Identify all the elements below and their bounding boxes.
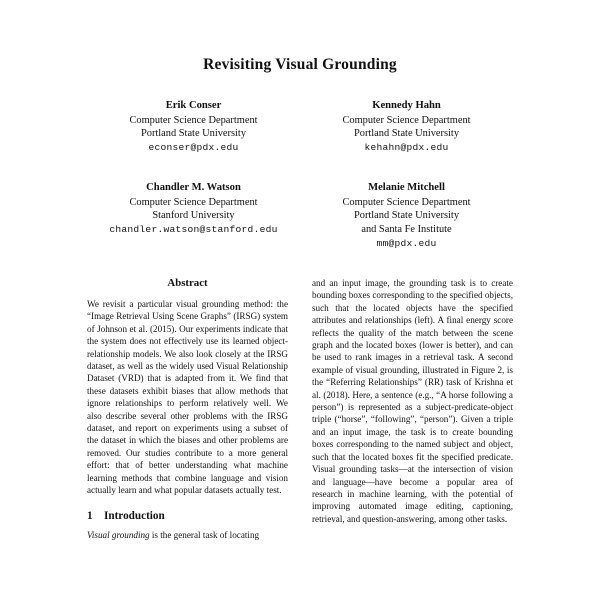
right-column-continuation-text: and an input image, the grounding task is to create bounding boxes corresponding to the specified objects, such that the located objects have the specified attributes and relationships (left). A final energy score reflects the quality of the match between the scene graph and the located boxes (lower is better), and can be used to rank images in a retrieval task. A second example of visual grounding, illustrated in Figure 2, is the “Referring Relationships” (RR) task of Krishna et al. (2018). Here, a sentence (e.g., “A horse following a person”) is represented as a subject-predicate-object triple (“horse”, “following”, “person”). Given a triple and an input image, the task is to create bounding boxes corresponding to the named subject and object, such that the located boxes fit the specified predicate. Visual grounding tasks—at the intersection of vision and language—have become a popular area of research in machine learning, with the potential of improving automated image editing, captioning, retrieval, and question-answering, among other tasks.: [312, 278, 513, 524]
introduction-lead-italic: Visual grounding: [87, 529, 150, 540]
author-email[interactable]: chandler.watson@stanford.edu: [109, 224, 278, 236]
author-name: Erik Conser: [165, 99, 222, 111]
author-name: Kennedy Hahn: [372, 99, 441, 111]
author-email[interactable]: mm@pdx.edu: [376, 237, 437, 249]
introduction-lead-paragraph: [87, 529, 288, 541]
section-heading-introduction: [87, 510, 288, 522]
author-affiliation: Portland State University: [140, 128, 247, 140]
author-row: [87, 181, 513, 251]
author-kennedy-hahn: [300, 99, 513, 155]
right-column: [312, 277, 513, 541]
author-block: [87, 99, 513, 251]
section-title: Introduction: [104, 509, 165, 522]
left-column: [87, 277, 288, 541]
author-affiliation: Stanford University: [152, 210, 235, 222]
author-affiliation: Portland State University: [353, 128, 460, 140]
body-columns: [87, 277, 513, 541]
author-email[interactable]: econser@pdx.edu: [148, 142, 239, 154]
author-chandler-m-watson: [87, 181, 300, 237]
author-affiliation: Computer Science Department: [342, 114, 471, 126]
author-erik-conser: [87, 99, 300, 155]
author-affiliation: Portland State University: [353, 210, 460, 222]
author-email[interactable]: kehahn@pdx.edu: [364, 142, 449, 154]
author-name: Chandler M. Watson: [146, 181, 241, 193]
section-number: 1: [87, 509, 93, 522]
abstract-heading: Abstract: [167, 277, 208, 289]
introduction-lead-rest: is the general task of locating: [149, 529, 260, 540]
author-row: [87, 99, 513, 155]
author-melanie-mitchell: [300, 181, 513, 251]
author-name: Melanie Mitchell: [368, 181, 445, 193]
page-title: Revisiting Visual Grounding: [203, 56, 397, 73]
abstract-text: We revisit a particular visual grounding method: the “Image Retrieval Using Scene Graphs” (IRSG) system of Johnson et al. (2015). Our experiments indicate that the system does not effectively use its learned object-relationship models. We also look closely at the IRSG dataset, as well as the widely used Visual Relationship Dataset (VRD) that is adapted from it. We find that these datasets exhibit biases that allow methods that ignore relationships to perform relatively well. We also describe several other problems with the IRSG dataset, and report on experiments using a subset of the dataset in which the biases and other problems are removed. Our studies contribute to a more general effort: that of better understanding what machine learning methods that combine language and vision actually learn and what popular datasets actually test.: [87, 299, 288, 496]
author-affiliation: Computer Science Department: [129, 114, 258, 126]
author-affiliation: and Santa Fe Institute: [361, 224, 452, 236]
author-affiliation: Computer Science Department: [342, 196, 471, 208]
author-affiliation: Computer Science Department: [129, 196, 258, 208]
